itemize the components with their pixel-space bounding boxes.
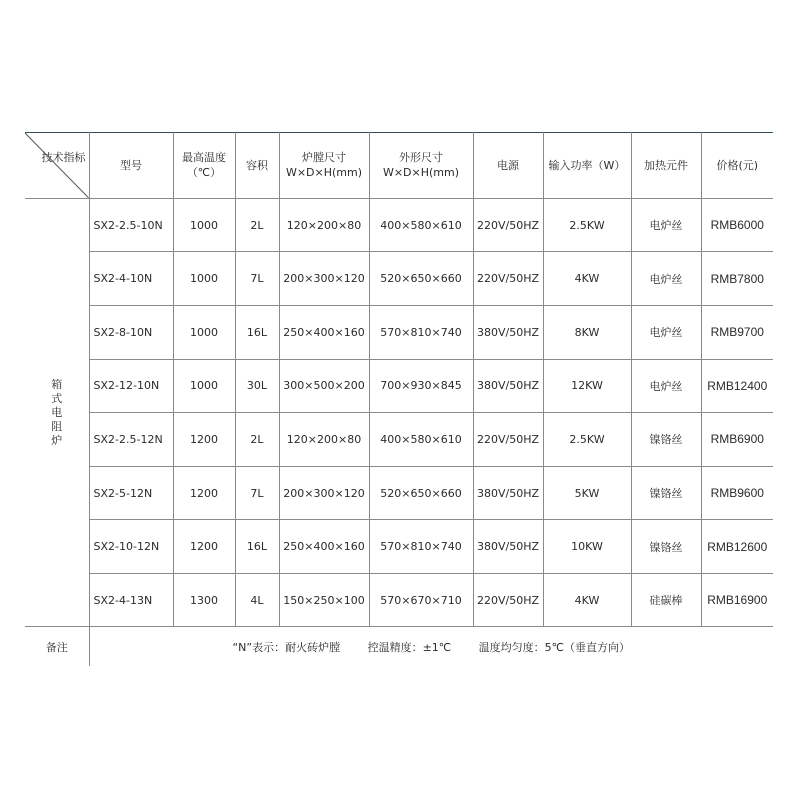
price-cell: RMB12600 xyxy=(701,520,773,574)
max-temp-cell: 1000 xyxy=(173,198,235,252)
input-power-cell: 4KW xyxy=(543,573,631,627)
volume-cell: 7L xyxy=(235,466,279,520)
input-power-cell: 2.5KW xyxy=(543,198,631,252)
price-cell: RMB7800 xyxy=(701,252,773,306)
heating-element-cell: 硅碳棒 xyxy=(631,573,701,627)
power-supply-header: 电源 xyxy=(473,133,543,199)
input-power-cell: 12KW xyxy=(543,359,631,413)
chamber-size-cell: 250×400×160 xyxy=(279,520,369,574)
heating-element-header: 加热元件 xyxy=(631,133,701,199)
table-row xyxy=(25,573,773,627)
spec-table xyxy=(25,132,773,666)
volume-cell: 30L xyxy=(235,359,279,413)
outer-size-cell: 400×580×610 xyxy=(369,413,473,467)
remarks-label: 备注 xyxy=(25,627,89,666)
outer-size-cell: 700×930×845 xyxy=(369,359,473,413)
heating-element-cell: 电炉丝 xyxy=(631,252,701,306)
price-cell: RMB9600 xyxy=(701,466,773,520)
chamber-size-cell: 200×300×120 xyxy=(279,466,369,520)
input-power-cell: 10KW xyxy=(543,520,631,574)
model-cell: SX2-4-10N xyxy=(89,252,173,306)
table-row xyxy=(25,198,773,252)
table-row xyxy=(25,520,773,574)
heating-element-cell: 镍铬丝 xyxy=(631,520,701,574)
remarks-text xyxy=(89,627,773,666)
outer-size-cell: 570×670×710 xyxy=(369,573,473,627)
input-power-cell: 8KW xyxy=(543,305,631,359)
chamber-size-header: 炉膛尺寸 W×D×H(mm) xyxy=(279,133,369,199)
max-temp-cell: 1000 xyxy=(173,359,235,413)
volume-cell: 7L xyxy=(235,252,279,306)
outer-size-cell: 570×810×740 xyxy=(369,305,473,359)
diagonal-line xyxy=(25,133,89,198)
remark-n-meaning: “N”表示：耐火砖炉膛 xyxy=(232,640,341,654)
price-cell: RMB6000 xyxy=(701,198,773,252)
table-row xyxy=(25,359,773,413)
model-cell: SX2-4-13N xyxy=(89,573,173,627)
price-cell: RMB6900 xyxy=(701,413,773,467)
spec-label: 技术指标 xyxy=(41,151,86,164)
volume-cell: 16L xyxy=(235,305,279,359)
spec-label-header xyxy=(25,133,89,199)
power-supply-cell: 220V/50HZ xyxy=(473,198,543,252)
remarks-row xyxy=(25,627,773,666)
heating-element-cell: 电炉丝 xyxy=(631,359,701,413)
max-temp-cell: 1000 xyxy=(173,252,235,306)
power-supply-cell: 220V/50HZ xyxy=(473,252,543,306)
remark-uniformity: 温度均匀度：5℃（垂直方向） xyxy=(478,640,631,654)
chamber-size-cell: 250×400×160 xyxy=(279,305,369,359)
remark-precision: 控温精度：±1℃ xyxy=(367,640,452,654)
outer-size-cell: 520×650×660 xyxy=(369,252,473,306)
input-power-cell: 4KW xyxy=(543,252,631,306)
input-power-header: 输入功率（W） xyxy=(543,133,631,199)
power-supply-cell: 220V/50HZ xyxy=(473,573,543,627)
model-header: 型号 xyxy=(89,133,173,199)
chamber-size-cell: 120×200×80 xyxy=(279,413,369,467)
volume-cell: 2L xyxy=(235,198,279,252)
input-power-cell: 5KW xyxy=(543,466,631,520)
chamber-size-cell: 300×500×200 xyxy=(279,359,369,413)
category-label: 箱式电阻炉 xyxy=(51,377,63,447)
max-temp-cell: 1000 xyxy=(173,305,235,359)
outer-size-header: 外形尺寸 W×D×H(mm) xyxy=(369,133,473,199)
power-supply-cell: 380V/50HZ xyxy=(473,520,543,574)
table-row xyxy=(25,466,773,520)
max-temp-cell: 1200 xyxy=(173,466,235,520)
outer-size-cell: 570×810×740 xyxy=(369,520,473,574)
chamber-size-cell: 150×250×100 xyxy=(279,573,369,627)
price-cell: RMB16900 xyxy=(701,573,773,627)
table-row xyxy=(25,413,773,467)
power-supply-cell: 380V/50HZ xyxy=(473,359,543,413)
chamber-size-cell: 120×200×80 xyxy=(279,198,369,252)
max-temp-header: 最高温度 （℃） xyxy=(173,133,235,199)
heating-element-cell: 镍铬丝 xyxy=(631,466,701,520)
volume-cell: 16L xyxy=(235,520,279,574)
max-temp-cell: 1200 xyxy=(173,520,235,574)
model-cell: SX2-8-10N xyxy=(89,305,173,359)
volume-cell: 4L xyxy=(235,573,279,627)
power-supply-cell: 380V/50HZ xyxy=(473,466,543,520)
model-cell: SX2-10-12N xyxy=(89,520,173,574)
table-row xyxy=(25,305,773,359)
table-row xyxy=(25,252,773,306)
category-cell xyxy=(25,198,89,627)
volume-cell: 2L xyxy=(235,413,279,467)
model-cell: SX2-12-10N xyxy=(89,359,173,413)
outer-size-cell: 400×580×610 xyxy=(369,198,473,252)
model-cell: SX2-2.5-10N xyxy=(89,198,173,252)
price-header: 价格(元) xyxy=(701,133,773,199)
power-supply-cell: 220V/50HZ xyxy=(473,413,543,467)
outer-size-cell: 520×650×660 xyxy=(369,466,473,520)
volume-header: 容积 xyxy=(235,133,279,199)
heating-element-cell: 镍铬丝 xyxy=(631,413,701,467)
model-cell: SX2-2.5-12N xyxy=(89,413,173,467)
power-supply-cell: 380V/50HZ xyxy=(473,305,543,359)
input-power-cell: 2.5KW xyxy=(543,413,631,467)
model-cell: SX2-5-12N xyxy=(89,466,173,520)
price-cell: RMB9700 xyxy=(701,305,773,359)
max-temp-cell: 1200 xyxy=(173,413,235,467)
header-row xyxy=(25,133,773,199)
price-cell: RMB12400 xyxy=(701,359,773,413)
heating-element-cell: 电炉丝 xyxy=(631,305,701,359)
chamber-size-cell: 200×300×120 xyxy=(279,252,369,306)
heating-element-cell: 电炉丝 xyxy=(631,198,701,252)
max-temp-cell: 1300 xyxy=(173,573,235,627)
